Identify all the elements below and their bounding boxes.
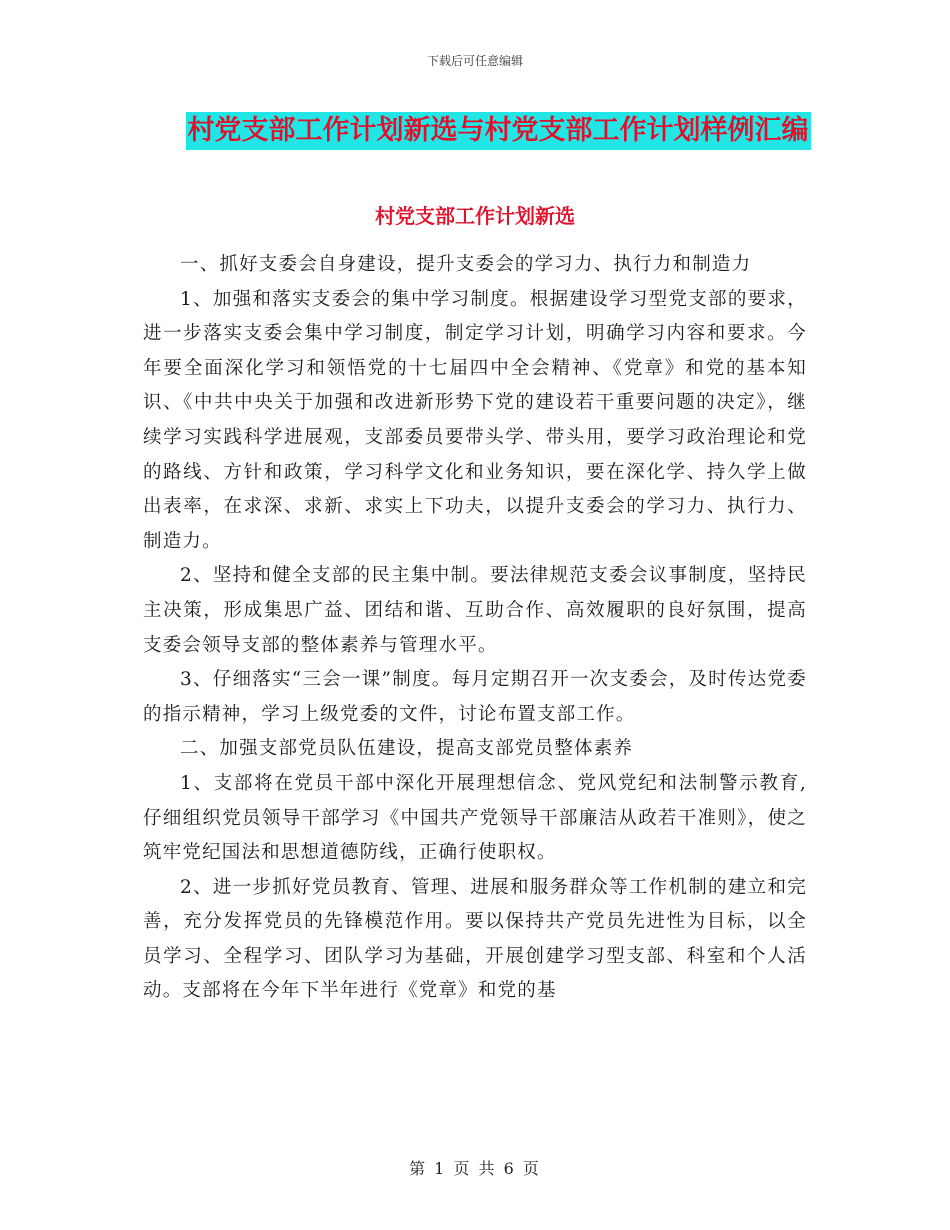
paragraph: 一、抓好支委会自身建设，提升支委会的学习力、执行力和制造力: [180, 254, 752, 275]
paragraph: 3、仔细落实“三会一课”制度。每月定期召开一次支委会，及时传达党委的指示精神，学习上级党委的文件，讨论布置支部工作。: [143, 669, 807, 725]
body-text: [143, 248, 807, 1009]
paragraph: 2、坚持和健全支部的民主集中制。要法律规范支委会议事制度，坚持民主决策，形成集思广益、团结和谐、互助合作、高效履职的良好氛围，提高支委会领导支部的整体素养与管理水平。: [143, 565, 807, 656]
main-title: 村党支部工作计划新选与村党支部工作计划样例汇编: [186, 112, 811, 150]
paragraph: 1、加强和落实支委会的集中学习制度。根据建设学习型党支部的要求，进一步落实支委会集中学习制度，制定学习计划，明确学习内容和要求。今年要全面深化学习和领悟党的十七届四中全会精神、《党章》和党的基本知识、《中共中央关于加强和改进新形势下党的建设若干重要问题的决定》，继续学习实践科学进展观，支部委员要带头学、带头用，要学习政治理论和党的路线、方针和政策，学习科学文化和业务知识，要在深化学、持久学上做出表率，在求深、求新、求实上下功夫，以提升支委会的学习力、执行力、制造力。: [143, 288, 807, 552]
sub-title: 村党支部工作计划新选: [375, 204, 575, 228]
paragraph: 2、进一步抓好党员教育、管理、进展和服务群众等工作机制的建立和完善，充分发挥党员的先锋模范作用。要以保持共产党员先进性为目标，以全员学习、全程学习、团队学习为基础，开展创建学习型支部、科室和个人活动。支部将在今年下半年进行《党章》和党的基: [143, 876, 807, 1002]
paragraph: 1、支部将在党员干部中深化开展理想信念、党风党纪和法制警示教育,仔细组织党员领导干部学习《中国共产党领导干部廉洁从政若干准则》，使之筑牢党纪国法和思想道德防线，正确行使职权。: [143, 772, 807, 864]
main-title-container: [0, 112, 950, 150]
paragraph: 二、加强支部党员队伍建设，提高支部党员整体素养: [180, 738, 634, 760]
page-number: 第 1 页 共 6 页: [409, 1159, 541, 1178]
header-note: 下载后可任意编辑: [426, 54, 523, 68]
